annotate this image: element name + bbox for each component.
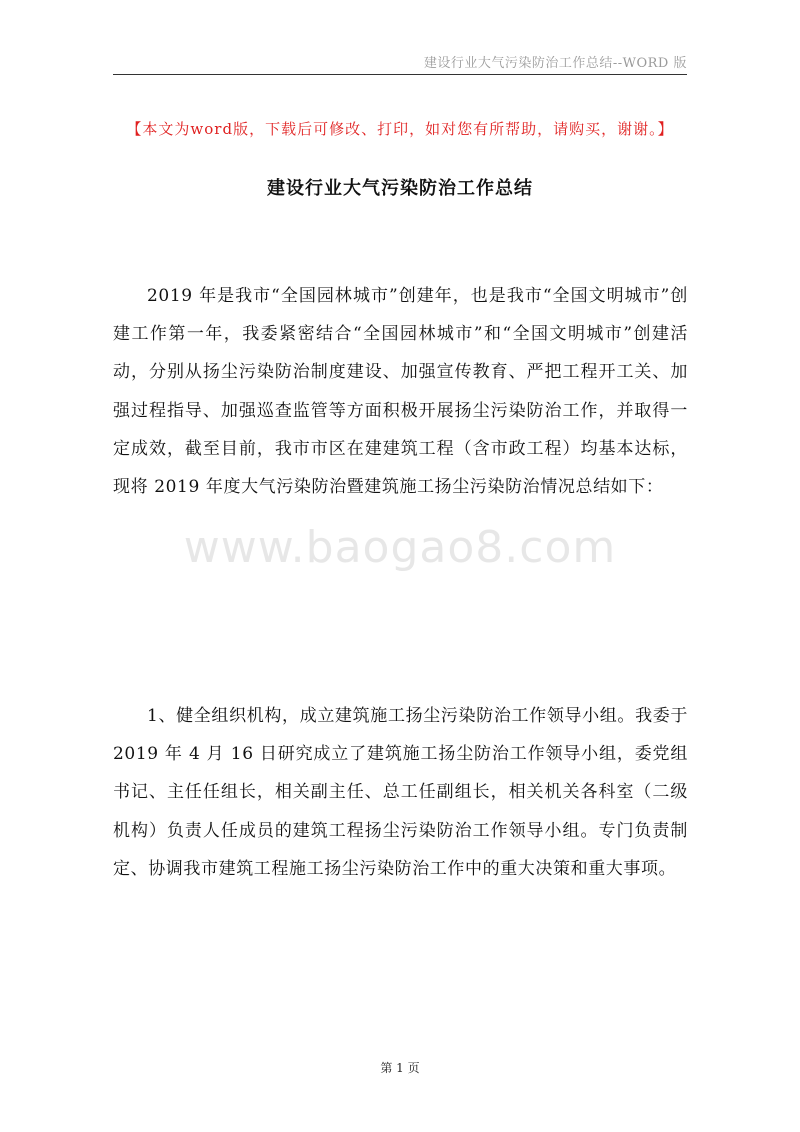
purchase-notice: 【本文为word版，下载后可修改、打印，如对您有所帮助，请购买，谢谢。】	[126, 120, 674, 138]
running-header: 建设行业大气污染防治工作总结--WORD 版	[423, 56, 687, 71]
page-number: 第 1 页	[380, 1061, 420, 1075]
document-title: 建设行业大气污染防治工作总结	[267, 178, 533, 199]
header-divider	[113, 74, 687, 75]
paragraph-section-1: 1、健全组织机构，成立建筑施工扬尘污染防治工作领导小组。我委于 2019 年 4 月 16 日研究成立了建筑施工扬尘防治工作领导小组，委党组书记、主任任组长，相关副主任、总工任副组长，相关机关各科室（二级机构）负责人任成员的建筑工程扬尘污染防治工作领导小组。专门负责制定、协调我市建筑工程施工扬尘污染防治工作中的重大决策和重大事项。	[113, 706, 688, 879]
paragraph-intro: 2019 年是我市“全国园林城市”创建年，也是我市“全国文明城市”创建工作第一年，我委紧密结合“全国园林城市”和“全国文明城市”创建活动，分别从扬尘污染防治制度建设、加强宣传教育、严把工程开工关、加强过程指导、加强巡查监管等方面积极开展扬尘污染防治工作，并取得一定成效，截至目前，我市市区在建建筑工程（含市政工程）均基本达标，现将 2019 年度大气污染防治暨建筑施工扬尘污染防治情况总结如下：	[113, 286, 688, 498]
watermark: www.baogao8.com	[183, 522, 617, 573]
